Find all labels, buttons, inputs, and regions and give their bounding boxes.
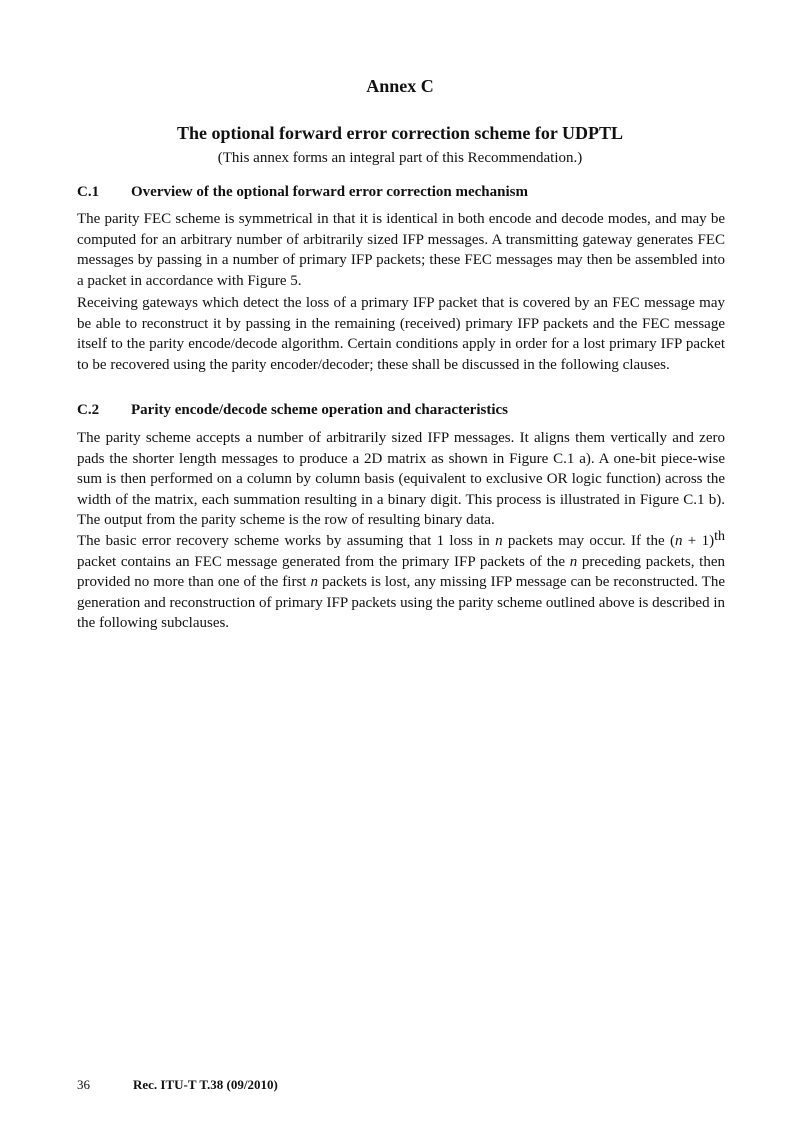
paragraph-error-recovery: [77, 531, 725, 634]
page-number: 36: [77, 1077, 90, 1092]
section-number: C.1: [77, 184, 100, 200]
recommendation-id: Rec. ITU-T T.38 (09/2010): [133, 1077, 278, 1092]
section-number: C.2: [77, 402, 100, 418]
annex-subtitle: The optional forward error correction scheme for UDPTL: [176, 123, 624, 143]
section-title: Overview of the optional forward error correction mechanism: [131, 184, 528, 200]
text-run: preceding packets, then provided no more than one of the first: [77, 553, 725, 591]
paragraph: Receiving gateways which detect the loss of a primary IFP packet that is covered by an FEC message may be able to reconstruct it by passing in the remaining (received) primary IFP packets and the FEC message itself to the parity encode/decode algorithm. Certain conditions apply in order for a lost primary IFP packet to be recovered using the parity encoder/decoder; these shall be discussed in the following clauses.: [77, 295, 725, 373]
text-run: packets is lost, any missing IFP message can be reconstructed. The generation and reconstruction of primary IFP packets using the parity scheme outlined above is described in the following subclauses.: [77, 574, 726, 632]
variable-n: n: [569, 553, 578, 570]
text-run: packets may occur. If the (: [502, 533, 675, 549]
text-run: + 1): [682, 533, 715, 549]
variable-n: n: [495, 533, 503, 549]
text-run: The basic error recovery scheme works by assuming that 1 loss in: [77, 533, 496, 549]
paragraph: The parity FEC scheme is symmetrical in that it is identical in both encode and decode modes, and may be computed for an arbitrary number of arbitrarily sized IFP messages. A transmitting gateway generates FEC messages by passing in a number of primary IFP packets; these FEC messages may then be assembled into a packet in accordance with Figure 5.: [77, 211, 725, 289]
section-heading-c2: [77, 402, 727, 419]
paragraph: The parity scheme accepts a number of arbitrarily sized IFP messages. It aligns them vertically and zero pads the shorter length messages to produce a 2D matrix as shown in Figure C.1 a). A one-bit piece-wise sum is then performed on a column by column basis (equivalent to exclusive OR logic function) across the width of the matrix, each summation resulting in a binary digit. This process is illustrated in Figure C.1 b). The output from the parity scheme is the row of resulting binary data.: [77, 430, 725, 529]
section-title: Parity encode/decode scheme operation and characteristics: [131, 402, 508, 418]
section-heading-c1: [77, 184, 727, 201]
variable-n: n: [674, 533, 683, 549]
variable-n: n: [310, 574, 318, 591]
superscript-th: th: [714, 529, 725, 544]
annex-note: (This annex forms an integral part of this Recommendation.): [217, 150, 583, 166]
page-footer: [77, 1077, 278, 1093]
text-run: packet contains an FEC message generated from the primary IFP packets of the: [77, 553, 570, 570]
annex-title: Annex C: [366, 76, 434, 96]
